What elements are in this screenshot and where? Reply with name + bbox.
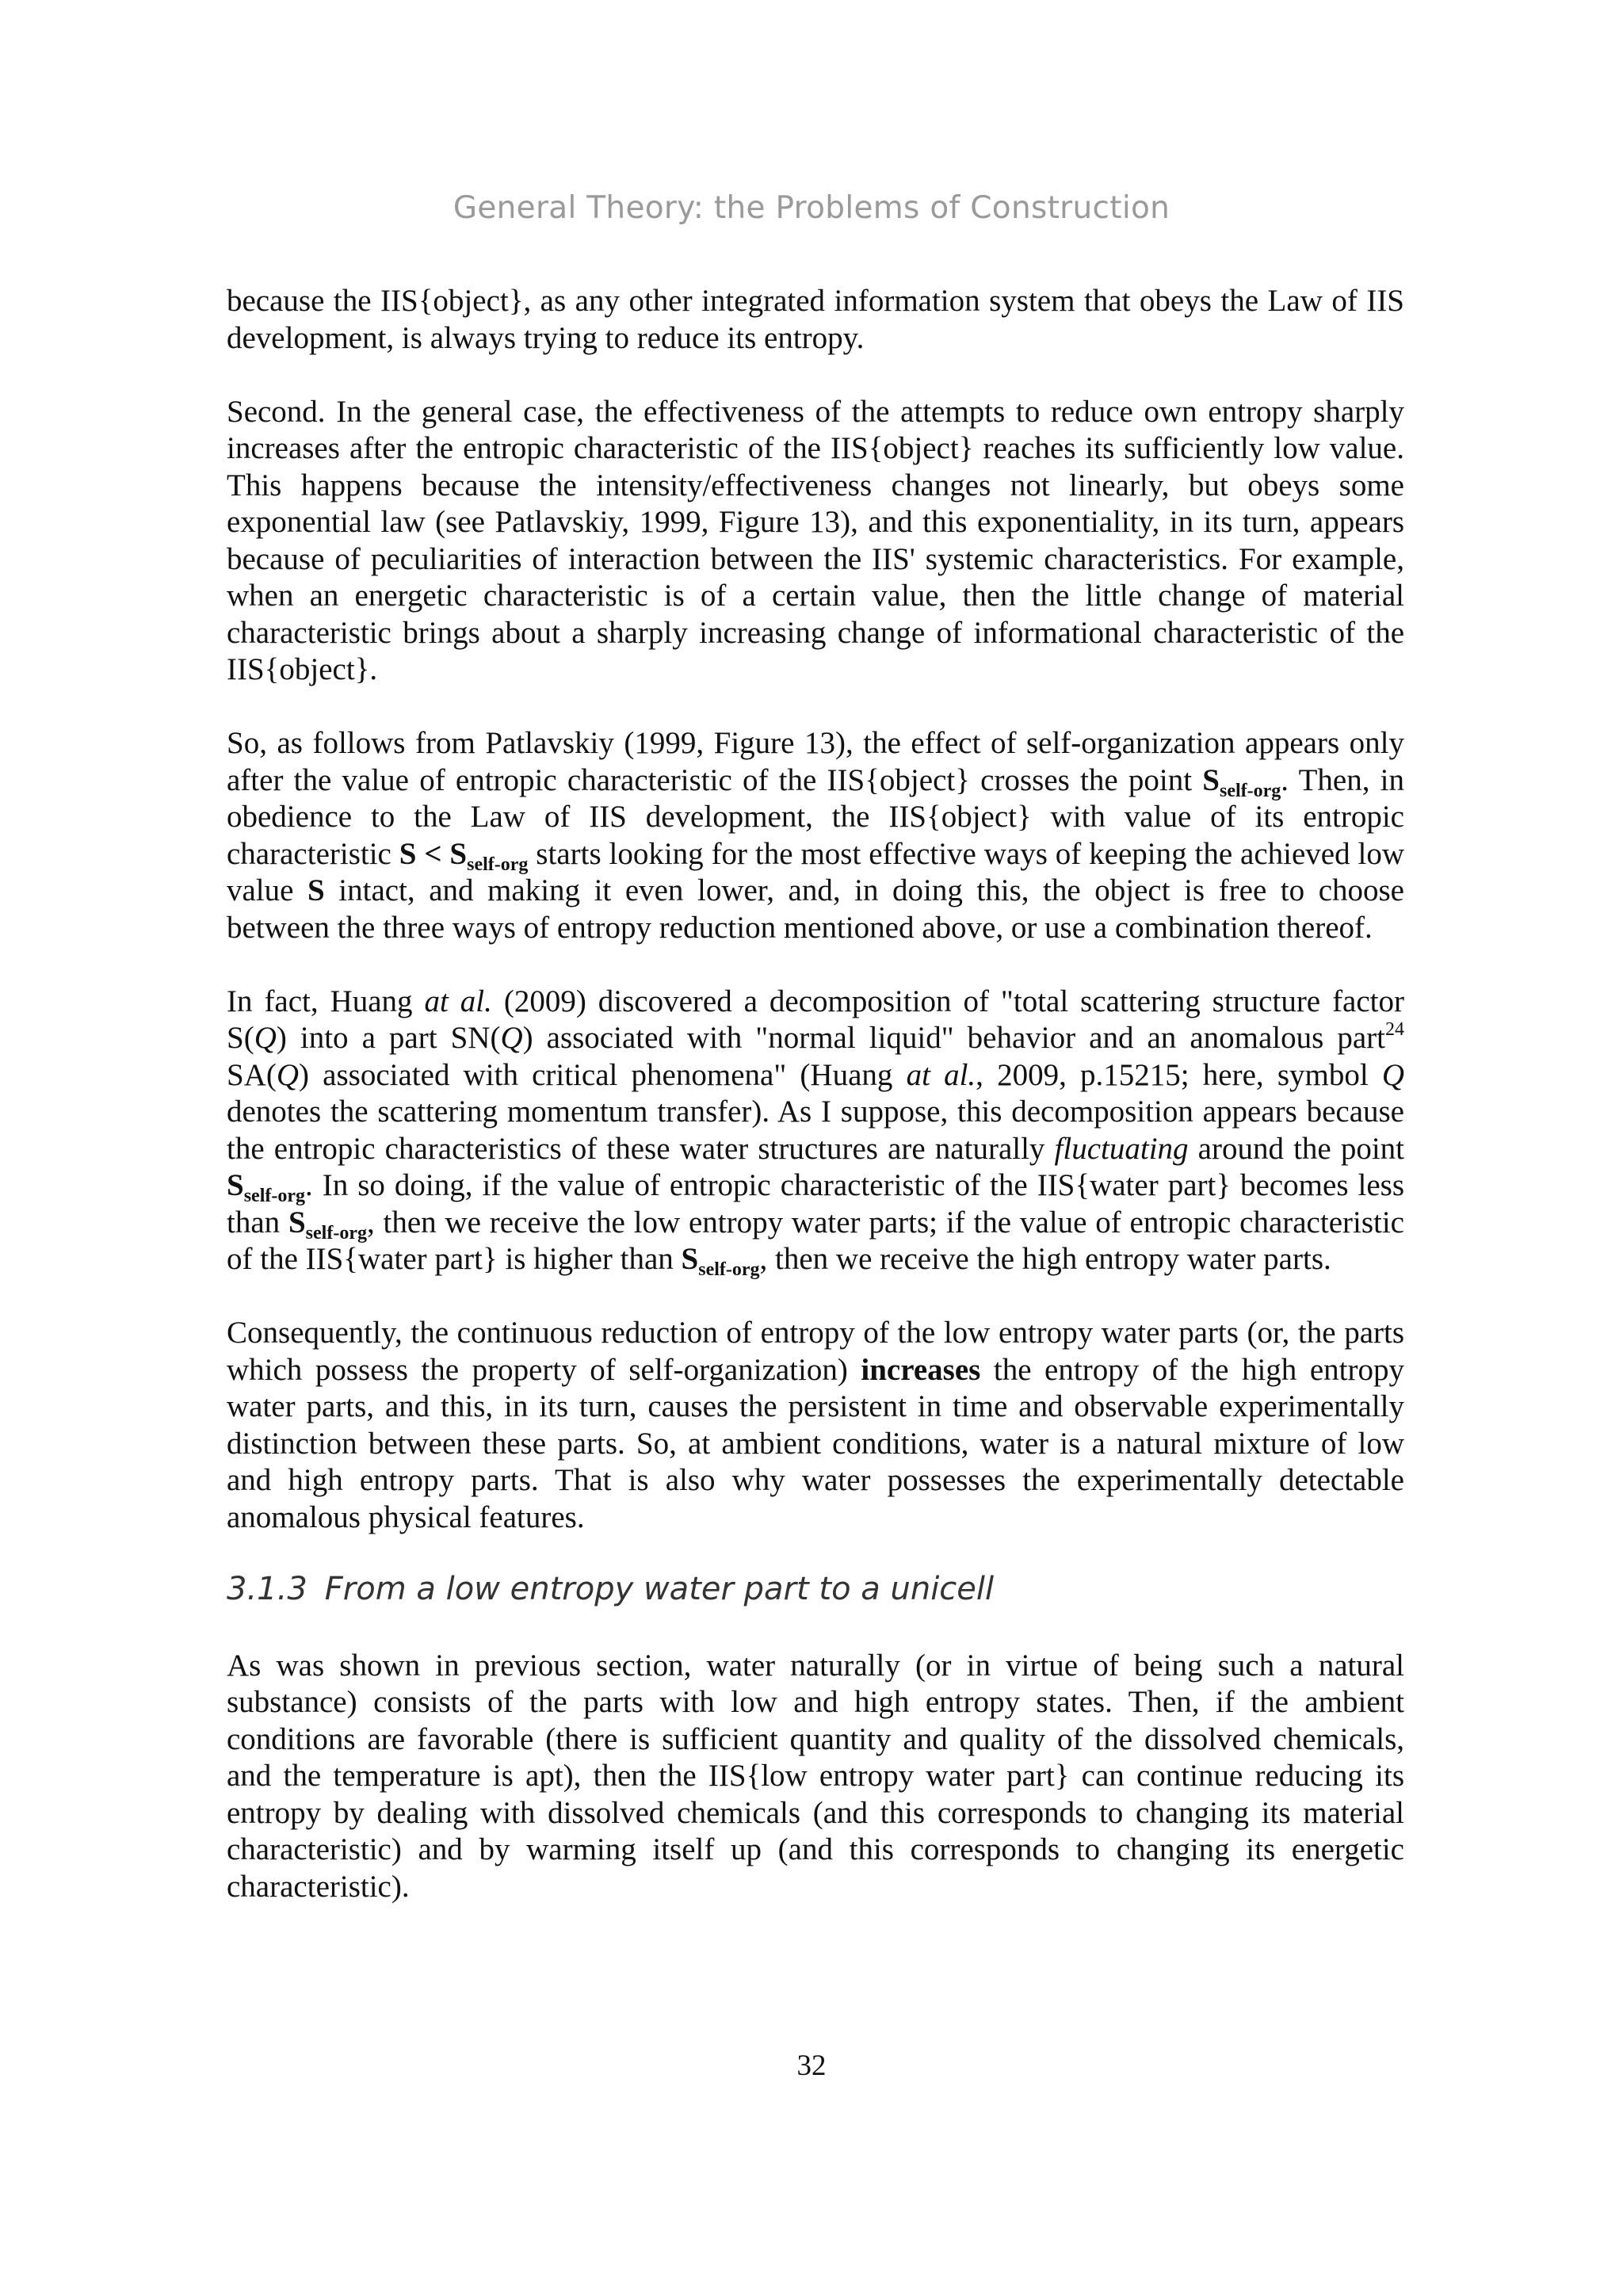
- text-span: starts looking for the most effective ways of keeping the achieved low value: [227, 836, 1404, 907]
- paragraph-1: because the IIS{object}, as any other integrated information system that obeys the Law of IIS development, is always trying to reduce its entropy.: [227, 284, 1404, 355]
- symbol-q: Q: [254, 1021, 277, 1055]
- text-span: around the point: [1188, 1131, 1404, 1166]
- text-span: In fact, Huang: [227, 984, 425, 1018]
- symbol: S: [1202, 762, 1220, 797]
- text-span: SA(: [227, 1057, 277, 1092]
- text-span: , then we receive the high entropy water parts.: [759, 1242, 1331, 1276]
- section-number: 3.1.3: [227, 1570, 307, 1607]
- symbol-q: Q: [276, 1057, 300, 1092]
- running-header: General Theory: the Problems of Construction: [453, 190, 1170, 226]
- text-span: , 2009, p.15215; here, symbol: [976, 1057, 1382, 1092]
- symbol-q: Q: [1381, 1057, 1405, 1092]
- subscript: self-org: [1220, 780, 1281, 801]
- italic-text: at al.: [424, 984, 492, 1018]
- subscript: self-org: [698, 1259, 760, 1280]
- text-span: denotes the scattering momentum transfer). As I suppose, this decomposition appears because the entropic characteristics of these water structures are naturally: [227, 1095, 1404, 1166]
- symbol-s-self-org: [227, 1168, 305, 1206]
- symbol-s-self-org: [1202, 762, 1281, 801]
- symbol-inequality: [399, 836, 529, 875]
- symbol-s: S: [307, 873, 325, 907]
- section-title: From a low entropy water part to a unicell: [324, 1570, 995, 1607]
- text-span: ) associated with critical phenomena" (Huang: [299, 1057, 907, 1092]
- subscript: self-org: [467, 854, 529, 875]
- page-number: 32: [796, 2050, 827, 2082]
- paragraph-2: Second. In the general case, the effectiveness of the attempts to reduce own entropy sharply increases after the entropic characteristic of the IIS{object} reaches its sufficiently low value. This happens because the intensity/effectiveness changes not linearly, but obeys some exponential law (see Patlavskiy, 1999, Figure 13), and this exponentiality, in its turn, appears because of peculiarities of interaction between the IIS' systemic characteristics. For example, when an energetic characteristic is of a certain value, then the little change of material characteristic brings about a sharply increasing change of informational characteristic of the IIS{object}.: [227, 394, 1404, 686]
- symbol-s-self-org: [681, 1242, 760, 1280]
- text-span: ) into a part SN(: [276, 1021, 501, 1055]
- bold-text: increases: [861, 1352, 981, 1387]
- text-span: . Then, in obedience to the Law of IIS development, the IIS{object} with value of its entropic characteristic: [227, 762, 1405, 871]
- paragraph-3: [227, 725, 1404, 946]
- text-span: Consequently, the continuous reduction of entropy of the low entropy water parts (or, the parts which possess the property of self-organization): [227, 1316, 1404, 1387]
- italic-text: fluctuating: [1054, 1131, 1189, 1166]
- text-span: ) associated with "normal liquid" behavior and an anomalous part: [522, 1021, 1385, 1055]
- section-heading: [227, 1568, 1404, 1610]
- footnote-marker: 24: [1384, 1019, 1404, 1040]
- text-span: intact, and making it even lower, and, in doing this, the object is free to choose between the three ways of entropy reduction mentioned above, or use a combination thereof.: [227, 873, 1404, 945]
- symbol-s-self-org: [288, 1205, 367, 1244]
- symbol-q: Q: [500, 1021, 523, 1055]
- italic-text: at al.: [906, 1057, 976, 1092]
- paragraph-6: As was shown in previous section, water naturally (or in virtue of being such a natural substance) consists of the parts with low and high entropy states. Then, if the ambient conditions are favorable (there is sufficient quantity and quality of the dissolved chemicals, and the temperature is apt), then the IIS{low entropy water part} can continue reducing its entropy by dealing with dissolved chemicals (and this corresponds to changing its material characteristic) and by warming itself up (and this corresponds to changing its energetic characteristic).: [227, 1648, 1404, 1904]
- text-span: . In so doing, if the value of entropic characteristic of the IIS{water part} becomes less than: [227, 1168, 1404, 1240]
- symbol: S: [227, 1168, 244, 1202]
- paragraph-5: [227, 1315, 1404, 1536]
- body-text: [227, 283, 1404, 1905]
- symbol: S: [681, 1242, 699, 1276]
- symbol: S < S: [399, 836, 468, 871]
- paragraph-4: [227, 984, 1404, 1278]
- subscript: self-org: [243, 1186, 305, 1206]
- text-span: So, as follows from Patlavskiy (1999, Figure 13), the effect of self-organization appears only after the value of entropic characteristic of the IIS{object} crosses the point: [227, 726, 1404, 797]
- subscript: self-org: [305, 1222, 367, 1244]
- text-span: (2009) discovered a decomposition of "total scattering structure factor S(: [227, 984, 1404, 1055]
- symbol: S: [288, 1205, 306, 1240]
- text-span: , then we receive the low entropy water parts; if the value of entropic characteristic of the IIS{water part} is higher than: [227, 1205, 1404, 1276]
- text-span: the entropy of the high entropy water parts, and this, in its turn, causes the persistent in time and observable experimentally distinction between these parts. So, at ambient conditions, water is a natural mixture of low and high entropy parts. That is also why water possesses the experimentally detectable anomalous physical features.: [227, 1352, 1404, 1534]
